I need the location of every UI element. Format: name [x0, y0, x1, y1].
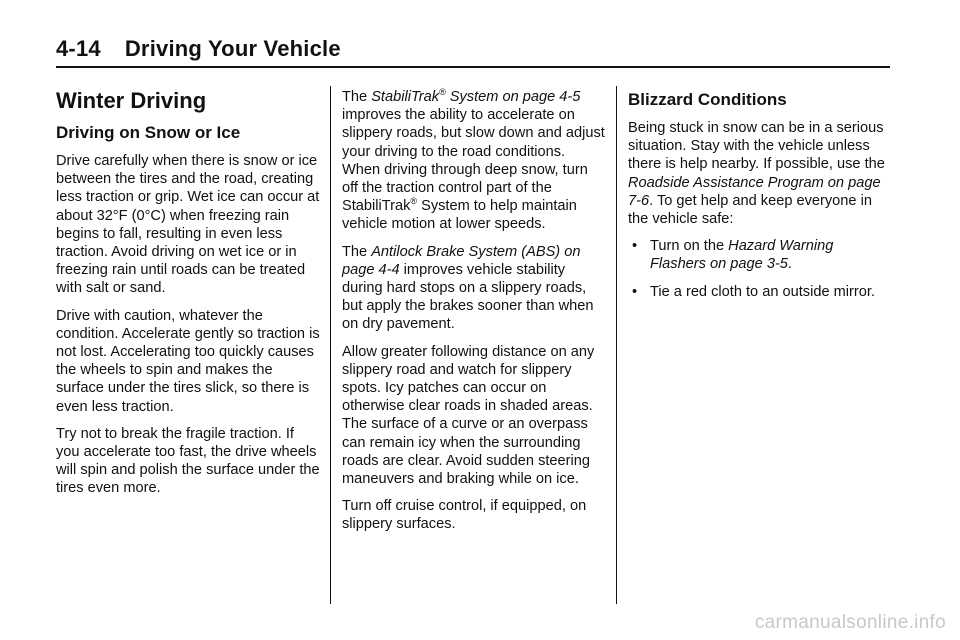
hazard-flashers-reference-link[interactable]: Hazard Warning Flashers on page 3-5: [650, 238, 834, 273]
paragraph-blizzard: [628, 119, 890, 228]
abs-reference-link[interactable]: Antilock Brake System (ABS) on page 4-4: [342, 243, 581, 278]
text: The: [342, 243, 372, 260]
subsection-title-snow-ice: Driving on Snow or Ice: [56, 123, 241, 142]
paragraph-stabilitrak: [342, 88, 606, 234]
bullet-icon: •: [632, 283, 638, 300]
left-column: [56, 88, 320, 507]
text: The: [342, 89, 372, 105]
registered-mark: ®: [439, 87, 446, 98]
roadside-assistance-reference-link[interactable]: Roadside Assistance Program on page 7-6: [628, 174, 881, 209]
list-item: [628, 237, 890, 273]
middle-column: [342, 88, 606, 543]
paragraph: Allow greater following distance on any slippery road and watch for slippery spots. Icy patches can occur on otherwise clear roads in shaded areas. The surface of a curve or an overpass can remain icy when the surrounding roads are clear. Avoid sudden steering maneuvers and braking while on ice.: [342, 343, 595, 488]
text: Being stuck in snow can be in a serious situation. Stay with the vehicle unless there is help nearby. If possible, use the: [628, 120, 885, 173]
page-number: 4-14: [56, 36, 101, 61]
text: improves vehicle stability during hard stops on a slippery roads, but apply the brakes sooner than when on dry pavement.: [342, 261, 594, 333]
page-header: [56, 36, 341, 62]
right-column: [628, 88, 890, 310]
text: .: [787, 256, 792, 273]
list-item: [628, 283, 890, 301]
ref-name: StabiliTrak: [371, 89, 440, 105]
registered-mark: ®: [410, 196, 418, 207]
paragraph: Drive with caution, whatever the condition. Accelerate gently so traction is not lost. Accelerating too quickly causes the wheels to spin and makes the surface under the tires slick, so there is even less traction.: [56, 307, 320, 415]
bullet-icon: •: [632, 238, 638, 255]
text: Tie a red cloth to an outside mirror.: [650, 283, 875, 300]
text: System to help maintain vehicle motion at lower speeds.: [342, 198, 577, 233]
stabilitrak-reference-link[interactable]: [371, 89, 580, 105]
paragraph: Try not to break the fragile traction. If you accelerate too fast, the drive wheels will spin and polish the surface under the tires even more.: [56, 425, 320, 497]
ref-rest: System on page 4-5: [445, 89, 581, 105]
column-divider-right: [616, 86, 617, 604]
chapter-title: Driving Your Vehicle: [124, 36, 341, 61]
subsection-title-blizzard: Blizzard Conditions: [628, 90, 787, 109]
paragraph: Drive carefully when there is snow or ice between the tires and the road, creating less traction or grip. Wet ice can occur at about 32°F (0°C) when freezing rain begins to fall, resulting in even less traction. Avoid driving on wet ice or in freezing rain until roads can be treated with salt or sand.: [56, 153, 320, 297]
column-divider-left: [330, 86, 331, 604]
text: improves the ability to accelerate on slippery roads, but slow down and adjust your driving to the road conditions. When driving through deep snow, turn off the traction control part of the StabiliTrak: [342, 107, 605, 215]
bullet-list: [628, 237, 890, 301]
header-rule: [56, 66, 890, 68]
paragraph: Turn off cruise control, if equipped, on slippery surfaces.: [342, 498, 587, 533]
text: . To get help and keep everyone in the vehicle safe:: [628, 192, 872, 228]
watermark: carmanualsonline.info: [754, 612, 946, 633]
text: Turn on the: [650, 238, 729, 255]
paragraph-abs: [342, 243, 606, 334]
section-title: Winter Driving: [56, 88, 207, 113]
